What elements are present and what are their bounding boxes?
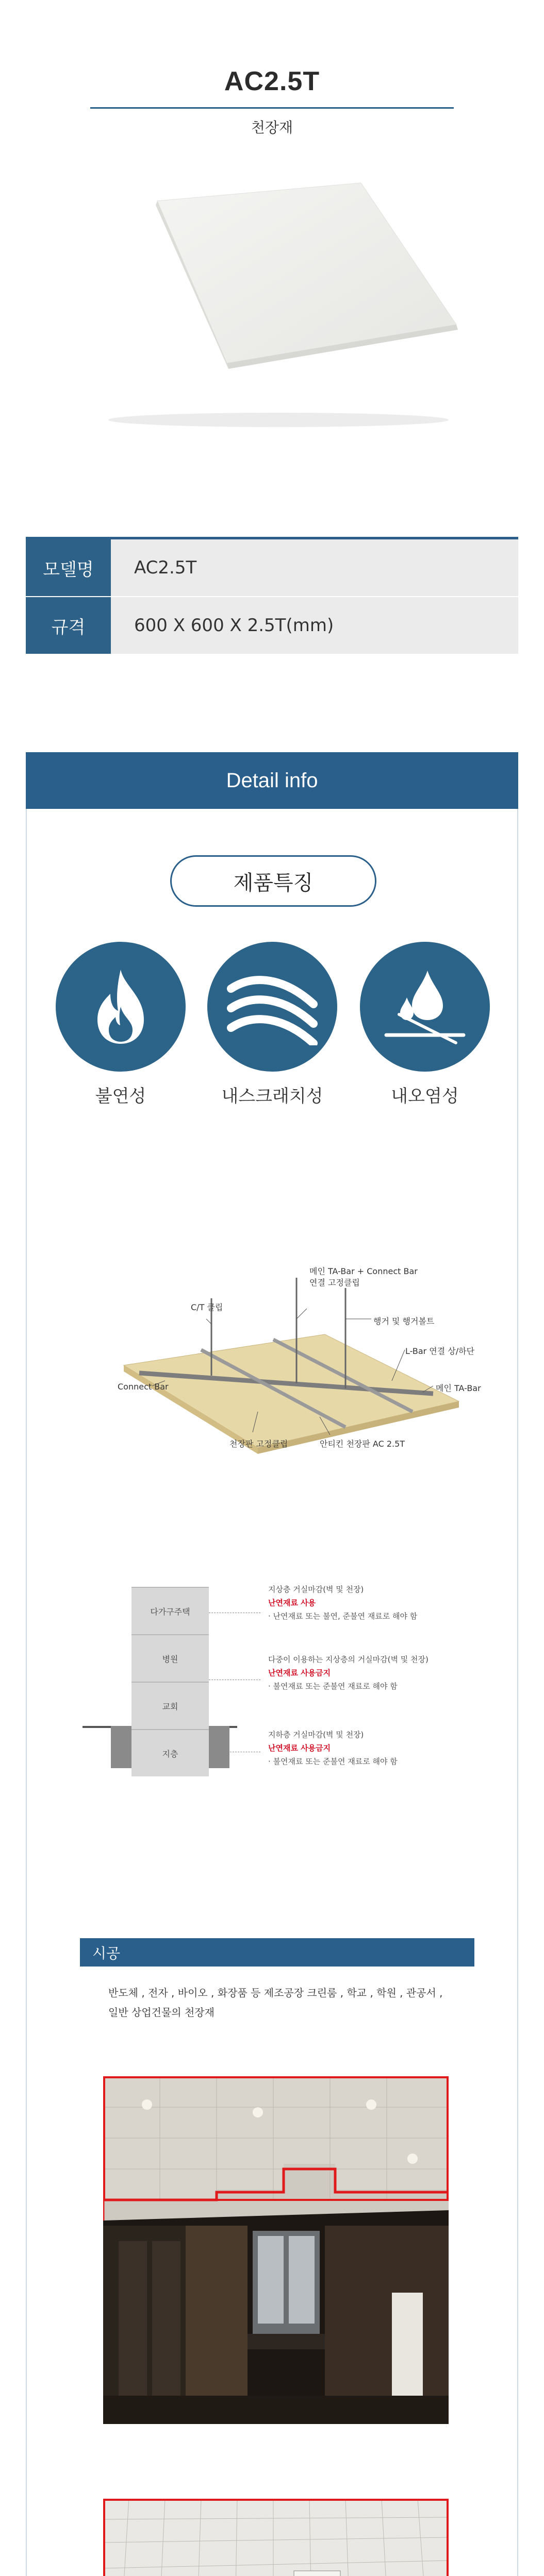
layer-box: 교회 [131,1682,209,1729]
construction-text: 일반 상업건물의 천장재 [108,2006,215,2019]
foundation-left [111,1726,131,1768]
scratch-icon [223,968,321,1045]
feature-stain-circle [360,942,490,1072]
detail-header: Detail info [26,752,518,809]
product-image [57,155,490,443]
diagram-label: Connect Bar [118,1382,169,1392]
layer-box: 다가구주택 [131,1587,209,1634]
construction-title: 시공 [80,1938,474,1967]
diagram-label: 안티킨 천장판 AC 2.5T [320,1439,405,1449]
page-title: AC2.5T [224,66,320,96]
layer-note: · 불연재료 또는 준불연 재료로 해야 함 [268,1682,398,1691]
construction-text: 반도체 , 전자 , 바이오 , 화장품 등 제조공장 크린룸 , 학교 , 학원 , 관공서 , [108,1987,443,1999]
diagram-label: 연결 고정클립 [309,1278,360,1287]
diagram-label: L-Bar 연결 상/하단 [405,1346,475,1356]
feature-scratch-circle [207,942,337,1072]
stain-resistant-icon [378,965,471,1048]
spec-key: 규격 [26,597,111,654]
layer-note: 지상층 거실마감(벽 및 천장) [268,1585,364,1594]
title-divider [90,107,454,109]
installation-photo-2 [103,2499,449,2576]
feature-label: 내스크래치성 [221,1086,323,1107]
flame-icon [87,965,154,1048]
foundation-right [209,1726,229,1768]
installation-photo-1 [103,2076,449,2424]
diagram-label: C/T 클립 [191,1302,223,1312]
spec-value: 600 X 600 X 2.5T(mm) [111,597,518,654]
page-subtitle: 천장재 [251,119,293,136]
spec-key: 모델명 [26,539,111,596]
feature-label: 내오염성 [391,1086,459,1107]
layer-note: · 난연재료 또는 불연, 준불연 재료로 해야 함 [268,1612,418,1621]
layer-note-highlight: 난연재료 사용금지 [268,1743,331,1753]
diagram-label: 천장판 고정클립 [229,1439,288,1449]
feature-label: 불연성 [95,1086,146,1107]
layer-note: · 불연재료 또는 준불연 재료로 해야 함 [268,1757,398,1766]
diagram-label: 행거 및 행거볼트 [373,1316,435,1326]
spec-row-model [26,539,518,597]
layer-note: 다중이 이용하는 지상층의 거실마감(벽 및 천장) [268,1655,428,1664]
feature-fire-circle [56,942,186,1072]
spec-row-size [26,597,518,655]
spec-value: AC2.5T [111,539,518,596]
diagram-label: 메인 TA-Bar + Connect Bar [309,1266,418,1276]
diagram-label: 메인 TA-Bar [436,1383,481,1393]
features-title: 제품특징 [170,855,376,907]
layer-note-highlight: 난연재료 사용 [268,1598,316,1607]
layer-box: 병원 [131,1634,209,1682]
layer-note-highlight: 난연재료 사용금지 [268,1668,331,1677]
layer-box: 지층 [131,1729,209,1776]
layer-note: 지하층 거실마감(벽 및 천장) [268,1730,364,1739]
